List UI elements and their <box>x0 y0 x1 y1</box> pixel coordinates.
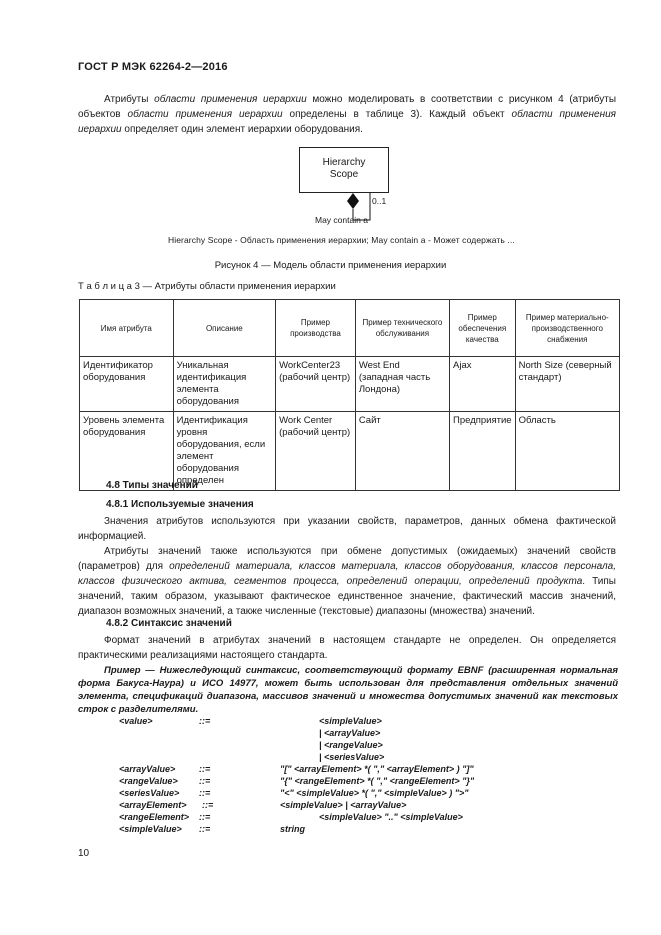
figure-caption: Рисунок 4 — Модель области применения иерархии <box>214 260 447 271</box>
table-cell: WorkCenter23 (рабочий центр) <box>276 357 356 412</box>
syntax-op: ::= <box>199 764 211 774</box>
syntax-op: ::= <box>199 824 211 834</box>
syntax-name: <simpleValue> <box>119 824 182 834</box>
intro-term-3: области применения иерархии <box>78 109 617 135</box>
table-row <box>80 412 620 491</box>
multiplicity-label: 0..1 <box>372 196 387 206</box>
para-text: . Типы значений, таким образом, указывают фактическое единственное значение, фактический массив значений, диапазон возможных значений, а также численные (текстовые) диапазоны (множества) значений. <box>78 576 616 617</box>
section-heading-4-8: 4.8 Типы значений <box>106 480 198 491</box>
example-paragraph: Пример — Нижеследующий синтаксис, соответствующий формату EBNF (расширенная нормальная форма Бакуса-Наура) и ИСО 14977, может быть использован для представления отдельных значений элемента, спецификаций диапазона, массивов значений и множества допустимых значений как текстовых строк с разделителями. <box>78 665 618 715</box>
association-label: May contain a <box>315 215 368 225</box>
para-terms: определений материала, классов материала, классов оборудования, классов персонала, классов физического актива, сегментов процесса, определений операции, определений продукта <box>78 561 617 587</box>
syntax-rhs: | <seriesValue> <box>319 752 385 762</box>
table-cell: Уникальная идентификация элемента оборудования <box>173 357 275 412</box>
header-cell: Имя атрибута <box>80 300 174 357</box>
table-cell: Ajax <box>450 357 516 412</box>
table-cell: Идентификация уровня оборудования, если элемент оборудования определен <box>173 412 275 491</box>
syntax-op: ::= <box>199 788 211 798</box>
table-cell: Уровень элемента оборудования <box>80 412 174 491</box>
syntax-name: <arrayElement> <box>119 800 187 810</box>
class-name-line-2: Scope <box>329 169 359 180</box>
syntax-rhs: <simpleValue> <box>319 716 382 726</box>
table-cell: Область <box>515 412 619 491</box>
syntax-rhs: string <box>280 824 306 834</box>
intro-text-3: определены в таблице 3). Каждый объект <box>289 109 505 120</box>
syntax-name: <rangeElement> <box>119 812 190 822</box>
section-heading-4-8-2: 4.8.2 Синтаксис значений <box>106 618 232 629</box>
table-row <box>80 357 620 412</box>
syntax-name: <arrayValue> <box>119 764 176 774</box>
syntax-rhs: <simpleValue> | <arrayValue> <box>280 800 407 810</box>
table-title: Т а б л и ц а 3 — Атрибуты области применения иерархии <box>78 281 336 292</box>
table-cell: Work Center (рабочий центр) <box>276 412 356 491</box>
diagram-legend: Hierarchy Scope - Область применения иерархии; May contain a - Может содержать ... <box>168 235 515 245</box>
self-association-connector <box>0 0 661 240</box>
syntax-op: ::= <box>199 776 211 786</box>
paragraph-4-8-1-b <box>78 544 616 619</box>
syntax-op: ::= <box>199 716 211 726</box>
syntax-name: <rangeValue> <box>119 776 178 786</box>
paragraph-4-8-1-a: Значения атрибутов используются при указании свойств, параметров, данных обмена фактической информацией. <box>78 516 616 542</box>
table-header-row <box>80 300 620 357</box>
attributes-table <box>79 299 620 491</box>
paragraph-4-8-2: Формат значений в атрибутах значений в настоящем стандарте не определен. Он определяется практическими реализациями настоящего стандарта. <box>78 635 616 661</box>
syntax-op: ::= <box>199 812 211 822</box>
syntax-name: <seriesValue> <box>119 788 180 798</box>
intro-text-2: можно моделировать в соответствии с рисунком 4 (атрибуты объектов <box>78 94 617 120</box>
syntax-rhs: "[" <arrayElement> *( "," <arrayElement> ) "]" <box>280 764 474 774</box>
header-cell: Пример материально-производственного снабжения <box>515 300 619 357</box>
intro-term-2: области применения иерархии <box>127 109 283 120</box>
syntax-rhs: "{" <rangeElement> *( "," <rangeElement> "}" <box>280 776 475 786</box>
table-cell: Идентификатор оборудования <box>80 357 174 412</box>
header-cell: Пример обеспечения качества <box>450 300 516 357</box>
header-cell: Пример производства <box>276 300 356 357</box>
syntax-rhs: <simpleValue> ".." <simpleValue> <box>319 812 463 822</box>
table-cell: Сайт <box>355 412 449 491</box>
page-number: 10 <box>78 848 90 859</box>
intro-text-4: определяет один элемент иерархии оборудования. <box>124 124 363 135</box>
syntax-rhs: | <arrayValue> <box>319 728 381 738</box>
table-cell: Предприятие <box>450 412 516 491</box>
section-heading-4-8-1: 4.8.1 Используемые значения <box>106 499 254 510</box>
table-cell: North Size (северный стандарт) <box>515 357 619 412</box>
intro-text-1: Атрибуты <box>104 94 149 105</box>
intro-term-1: области применения иерархии <box>154 94 307 105</box>
syntax-rhs: "<" <simpleValue> *( "," <simpleValue> ) ">" <box>280 788 469 798</box>
syntax-op: ::= <box>202 800 214 810</box>
document-header: ГОСТ Р МЭК 62264-2—2016 <box>78 61 228 73</box>
syntax-rhs: | <rangeValue> <box>319 740 383 750</box>
para-text: Атрибуты значений также используются при обмене допустимых (ожидаемых) значений свойств (параметров) для <box>78 546 616 572</box>
table-cell: West End (западная часть Лондона) <box>355 357 449 412</box>
syntax-name: <value> <box>119 716 153 726</box>
class-name-line-1: Hierarchy <box>322 157 366 168</box>
header-cell: Пример технического обслуживания <box>355 300 449 357</box>
aggregation-diamond-icon <box>347 193 359 209</box>
header-cell: Описание <box>173 300 275 357</box>
